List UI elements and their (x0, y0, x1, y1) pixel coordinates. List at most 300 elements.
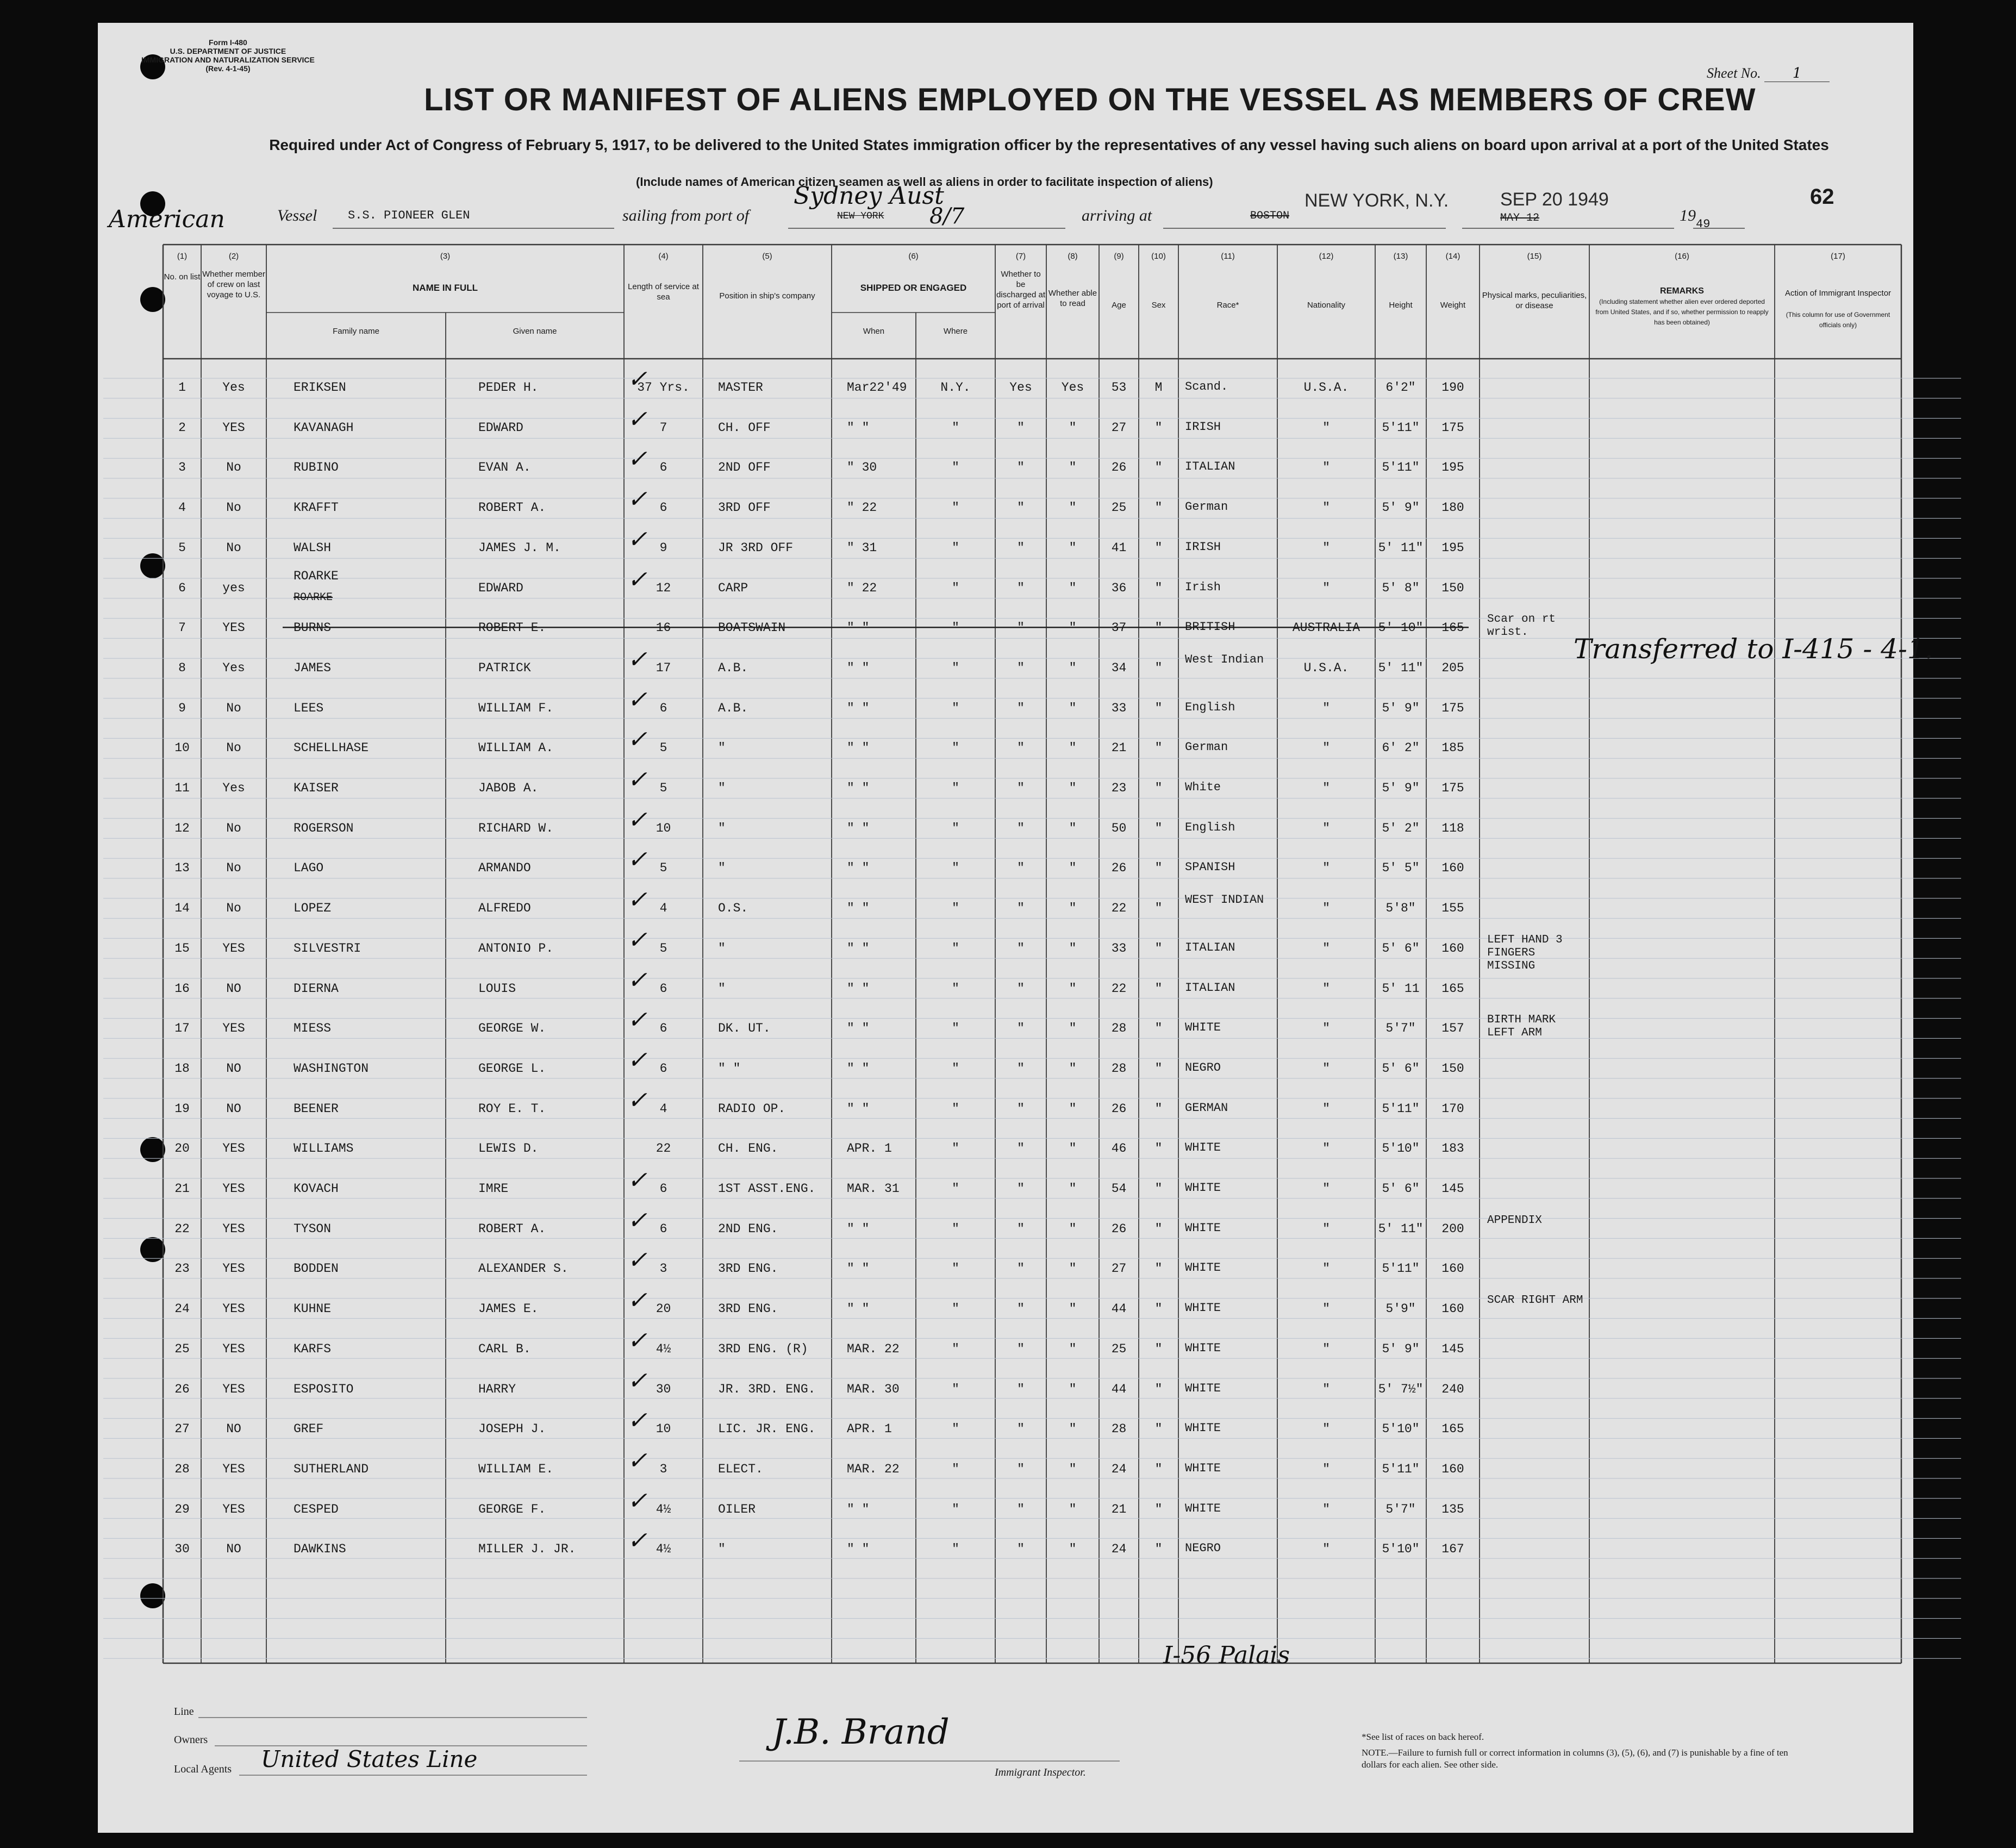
cell-sex: " (1154, 1262, 1163, 1276)
cell-service: 6 (659, 460, 667, 475)
cell-last: No (226, 540, 241, 555)
cell-where: " (952, 1021, 959, 1036)
cell-read: " (1069, 1382, 1077, 1396)
cell-family: ROARKE (294, 569, 339, 583)
header-remarks-sub: (Including statement whether alien ever ordered deported from United States, and if so, whether permission to reapply has been obtained) (1595, 298, 1769, 326)
cell-service: 22 (656, 1141, 671, 1156)
cell-height: 5'11" (1382, 1262, 1420, 1276)
cell-family: KRAFFT (294, 501, 339, 515)
cell-read: " (1069, 1341, 1077, 1356)
cell-nationality: " (1322, 1021, 1330, 1036)
cell-last: YES (222, 1262, 245, 1276)
cell-service: 20 (656, 1302, 671, 1316)
cell-given: JAMES J. M. (478, 540, 561, 555)
cell-given: ROY E. T. (478, 1101, 546, 1116)
cell-given: GEORGE L. (478, 1061, 546, 1076)
cell-position: " (718, 821, 726, 835)
cell-sex: " (1154, 861, 1163, 876)
check-mark: ✓ (627, 1208, 647, 1236)
cell-family: ERIKSEN (294, 380, 346, 395)
cell-family: KUHNE (294, 1302, 332, 1316)
cell-family: SUTHERLAND (294, 1462, 369, 1476)
cell-weight: 160 (1441, 861, 1464, 876)
cell-position: CH. OFF (718, 420, 771, 435)
cell-read: " (1069, 901, 1077, 916)
cell-service: 4½ (656, 1502, 671, 1516)
cell-no: 26 (174, 1382, 190, 1396)
cell-when: " 31 (847, 540, 877, 555)
cell-nationality: " (1322, 540, 1330, 555)
column-number: (14) (1445, 252, 1460, 261)
cell-read: " (1069, 861, 1077, 876)
cell-race: WEST INDIAN (1185, 893, 1264, 907)
cell-race: WHITE (1185, 1181, 1221, 1195)
header-family-name: Family name (333, 327, 379, 336)
cell-no: 24 (174, 1302, 190, 1316)
cell-weight: 160 (1441, 1302, 1464, 1316)
cell-no: 1 (178, 380, 186, 395)
cell-sex: " (1154, 941, 1163, 956)
note-text: —Failure to furnish full or correct information in columns (3), (5), (6), and (7) is punishable by a fine of ten dollars for each alien. See other side. (1362, 1747, 1788, 1770)
cell-when: " " (847, 420, 870, 435)
check-mark: ✓ (627, 1008, 647, 1036)
cell-last: YES (222, 1302, 245, 1316)
cell-service: 37 Yrs. (637, 380, 690, 395)
cell-discharged: " (1017, 1422, 1025, 1437)
page-number: 62 (1810, 185, 1834, 209)
cell-discharged: " (1017, 420, 1025, 435)
cell-nationality: " (1322, 1182, 1330, 1196)
cell-nationality: " (1322, 501, 1330, 515)
cell-family: ESPOSITO (294, 1382, 354, 1396)
cell-weight: 160 (1441, 941, 1464, 956)
form-service: IMMIGRATION AND NATURALIZATION SERVICE (141, 55, 315, 64)
cell-where: " (952, 621, 959, 635)
cell-sex: " (1154, 1061, 1163, 1076)
cell-read: " (1069, 540, 1077, 555)
cell-service: 6 (659, 981, 667, 996)
cell-when: " " (847, 781, 870, 795)
cell-given: JABOB A. (478, 781, 539, 795)
cell-sex: " (1154, 540, 1163, 555)
cell-discharged: " (1017, 741, 1025, 756)
cell-discharged: " (1017, 1341, 1025, 1356)
cell-race: WHITE (1185, 1141, 1221, 1155)
cell-family: SCHELLHASE (294, 741, 369, 756)
cell-age: 44 (1111, 1382, 1127, 1396)
cell-race: ITALIAN (1185, 981, 1235, 995)
cell-marks: SCAR RIGHT ARM (1487, 1294, 1583, 1307)
cell-weight: 150 (1441, 1061, 1464, 1076)
cell-sex: " (1154, 1141, 1163, 1156)
cell-given: MILLER J. JR. (478, 1542, 576, 1557)
form-number: Form I-480 (209, 38, 247, 47)
cell-read: " (1069, 1021, 1077, 1036)
column-number: (5) (762, 252, 772, 261)
cell-given: ANTONIO P. (478, 941, 554, 956)
cell-family: WASHINGTON (294, 1061, 369, 1076)
cell-family: LOPEZ (294, 901, 332, 916)
cell-read: " (1069, 1542, 1077, 1557)
column-number: (15) (1527, 252, 1542, 261)
inspector-label: Immigrant Inspector. (995, 1766, 1086, 1778)
cell-age: 23 (1111, 781, 1127, 795)
cell-sex: " (1154, 821, 1163, 835)
column-number: (6) (908, 252, 919, 261)
cell-weight: 175 (1441, 701, 1464, 715)
cell-given: ROBERT E. (478, 621, 546, 635)
cell-race: ITALIAN (1185, 940, 1235, 954)
cell-last: YES (222, 941, 245, 956)
cell-given: ROBERT A. (478, 1221, 546, 1236)
cell-where: " (952, 660, 959, 675)
cell-service: 4½ (656, 1542, 671, 1557)
check-mark: ✓ (627, 768, 647, 795)
cell-nationality: " (1322, 1382, 1330, 1396)
cell-sex: " (1154, 1182, 1163, 1196)
cell-where: " (952, 741, 959, 756)
cell-where: " (952, 1382, 959, 1396)
cell-position: 1ST ASST.ENG. (718, 1182, 816, 1196)
cell-position: BOATSWAIN (718, 621, 786, 635)
cell-height: 5'7" (1385, 1502, 1416, 1516)
cell-when: " " (847, 1061, 870, 1076)
cell-given: ALEXANDER S. (478, 1262, 569, 1276)
check-mark: ✓ (627, 1529, 647, 1557)
cell-no: 17 (174, 1021, 190, 1036)
cell-where: " (952, 701, 959, 715)
cell-family: LAGO (294, 861, 324, 876)
header-physical-marks: Physical marks, peculiarities, or disease (1482, 291, 1587, 310)
cell-where: " (952, 1502, 959, 1516)
vessel-label: Vessel (277, 207, 317, 224)
cell-race: NEGRO (1185, 1541, 1221, 1556)
cell-no: 19 (174, 1101, 190, 1116)
cell-read: " (1069, 1221, 1077, 1236)
vessel-name: S.S. PIONEER GLEN (348, 209, 470, 222)
cell-read: " (1069, 741, 1077, 756)
cell-race: ITALIAN (1185, 460, 1235, 474)
cell-weight: 145 (1441, 1182, 1464, 1196)
cell-nationality: " (1322, 1221, 1330, 1236)
cell-when: " " (847, 941, 870, 956)
cell-position: LIC. JR. ENG. (718, 1422, 816, 1437)
cell-given: EDWARD (478, 580, 523, 595)
cell-service: 6 (659, 1061, 667, 1076)
column-number: (16) (1675, 252, 1689, 261)
cell-family: KARFS (294, 1341, 332, 1356)
cell-sex: " (1154, 580, 1163, 595)
cell-last: Yes (222, 781, 245, 795)
cell-last: Yes (222, 380, 245, 395)
check-mark: ✓ (627, 367, 647, 395)
cell-marks: LEFT HAND 3 FINGERS MISSING (1487, 933, 1563, 972)
cell-sex: " (1154, 1422, 1163, 1437)
cell-discharged: " (1017, 981, 1025, 996)
cell-no: 22 (174, 1221, 190, 1236)
cell-height: 5' 6" (1382, 1061, 1420, 1076)
sheet-number: 1 (1764, 65, 1830, 82)
cell-race: NEGRO (1185, 1060, 1221, 1075)
cell-weight: 160 (1441, 1262, 1464, 1276)
cell-no: 14 (174, 901, 190, 916)
cell-no: 8 (178, 660, 186, 675)
cell-race: West Indian (1185, 652, 1264, 666)
cell-where: " (952, 981, 959, 996)
form-title: LIST OR MANIFEST OF ALIENS EMPLOYED ON THE VESSEL AS MEMBERS OF CREW (424, 82, 1756, 117)
cell-last: No (226, 861, 241, 876)
cell-read: " (1069, 941, 1077, 956)
cell-age: 53 (1111, 380, 1127, 395)
cell-nationality: " (1322, 1341, 1330, 1356)
cell-read: " (1069, 580, 1077, 595)
cell-no: 20 (174, 1141, 190, 1156)
cell-where: " (952, 420, 959, 435)
cell-where: " (952, 1061, 959, 1076)
cell-read: " (1069, 1502, 1077, 1516)
cell-when: Mar22'49 (847, 380, 907, 395)
cell-read: " (1069, 1262, 1077, 1276)
header-when: When (863, 327, 885, 336)
cell-sex: " (1154, 981, 1163, 996)
cell-discharged: " (1017, 941, 1025, 956)
cell-height: 5' 5" (1382, 861, 1420, 876)
cell-height: 5'10" (1382, 1542, 1420, 1557)
cell-where: " (952, 821, 959, 835)
cell-race: SPANISH (1185, 860, 1235, 875)
cell-no: 11 (174, 781, 190, 795)
cell-marks: APPENDIX (1487, 1214, 1542, 1227)
cell-nationality: U.S.A. (1303, 380, 1349, 395)
cell-last: YES (222, 1182, 245, 1196)
check-mark: ✓ (627, 527, 647, 555)
bottom-signature: I-56 Palais (1163, 1641, 1290, 1669)
cell-read: Yes (1061, 380, 1084, 395)
cell-sex: " (1154, 1101, 1163, 1116)
cell-last: NO (226, 1422, 241, 1437)
cell-height: 5'8" (1385, 901, 1416, 916)
cell-weight: 195 (1441, 460, 1464, 475)
cell-position: 3RD OFF (718, 501, 771, 515)
cell-sex: " (1154, 1021, 1163, 1036)
cell-no: 7 (178, 621, 186, 635)
cell-age: 54 (1111, 1182, 1127, 1196)
cell-where: " (952, 1182, 959, 1196)
cell-age: 26 (1111, 861, 1127, 876)
cell-sex: " (1154, 1341, 1163, 1356)
cell-family: ROGERSON (294, 821, 354, 835)
cell-no: 6 (178, 580, 186, 595)
footer-line-label: Line (174, 1706, 194, 1718)
cell-weight: 175 (1441, 420, 1464, 435)
check-mark: ✓ (627, 688, 647, 715)
include-note: (Include names of American citizen seamen as well as aliens in order to facilitate inspection of aliens) (636, 175, 1213, 189)
cell-age: 33 (1111, 941, 1127, 956)
cell-family: KOVACH (294, 1182, 339, 1196)
check-mark: ✓ (627, 728, 647, 756)
cell-height: 5' 9" (1382, 701, 1420, 715)
header-action-inspector: Action of Immigrant Inspector (1784, 289, 1892, 298)
arriving-label: arriving at (1082, 207, 1152, 224)
header-last-voyage: Whether member of crew on last voyage to U.S. (202, 270, 265, 299)
column-number: (7) (1015, 252, 1026, 261)
cell-nationality: " (1322, 1462, 1330, 1476)
cell-last: NO (226, 1542, 241, 1557)
cell-last: YES (222, 1021, 245, 1036)
cell-height: 5' 8" (1382, 580, 1420, 595)
cell-when: " " (847, 701, 870, 715)
cell-where: N.Y. (940, 380, 971, 395)
cell-weight: 180 (1441, 501, 1464, 515)
cell-discharged: Yes (1009, 380, 1032, 395)
cell-sex: M (1154, 380, 1163, 395)
cell-race: WHITE (1185, 1501, 1221, 1515)
cell-when: " " (847, 821, 870, 835)
cell-race: WHITE (1185, 1221, 1221, 1235)
cell-race: IRISH (1185, 540, 1221, 554)
cell-age: 22 (1111, 981, 1127, 996)
check-mark: ✓ (627, 1489, 647, 1516)
cell-age: 41 (1111, 540, 1127, 555)
cell-weight: 157 (1441, 1021, 1464, 1036)
cell-service: 9 (659, 540, 667, 555)
cell-age: 46 (1111, 1141, 1127, 1156)
cell-nationality: " (1322, 701, 1330, 715)
cell-weight: 175 (1441, 781, 1464, 795)
cell-nationality: " (1322, 821, 1330, 835)
cell-given: ALFREDO (478, 901, 531, 916)
cell-given: PEDER H. (478, 380, 539, 395)
cell-marks: Scar on rt wrist. (1487, 613, 1556, 639)
header-given-name: Given name (513, 327, 557, 336)
cell-race: German (1185, 740, 1228, 754)
cell-weight: 150 (1441, 580, 1464, 595)
cell-read: " (1069, 1462, 1077, 1476)
column-number: (1) (177, 252, 188, 261)
cell-age: 28 (1111, 1422, 1127, 1437)
sailing-date: 8/7 (929, 204, 965, 229)
cell-height: 6' 2" (1382, 741, 1420, 756)
header-name-in-full: NAME IN FULL (413, 283, 478, 293)
cell-height: 5' 7½" (1378, 1382, 1424, 1396)
cell-where: " (952, 501, 959, 515)
inspector-signature: J.B. Brand (772, 1712, 950, 1752)
cell-discharged: " (1017, 501, 1025, 515)
cell-read: " (1069, 460, 1077, 475)
header-sex: Sex (1151, 301, 1166, 310)
cell-height: 5' 10" (1378, 621, 1424, 635)
column-number: (4) (658, 252, 669, 261)
check-mark: ✓ (627, 928, 647, 956)
cell-nationality: " (1322, 1061, 1330, 1076)
cell-age: 26 (1111, 1101, 1127, 1116)
cell-sex: " (1154, 781, 1163, 795)
cell-no: 28 (174, 1462, 190, 1476)
cell-no: 9 (178, 701, 186, 715)
cell-family: WILLIAMS (294, 1141, 354, 1156)
cell-when: " " (847, 1221, 870, 1236)
cell-family: RUBINO (294, 460, 339, 475)
footer-agents-value: United States Line (261, 1746, 478, 1772)
cell-last: No (226, 741, 241, 756)
arriving-port: NEW YORK, N.Y. (1305, 190, 1449, 211)
cell-nationality: " (1322, 1302, 1330, 1316)
cell-where: " (952, 1262, 959, 1276)
cell-service: 3 (659, 1262, 667, 1276)
cell-read: " (1069, 781, 1077, 795)
cell-given: LOUIS (478, 981, 516, 996)
cell-given: ARMANDO (478, 861, 531, 876)
cell-service: 10 (656, 821, 671, 835)
column-number: (10) (1151, 252, 1166, 261)
cell-discharged: " (1017, 1382, 1025, 1396)
cell-last: YES (222, 1462, 245, 1476)
cell-read: " (1069, 1302, 1077, 1316)
cell-when: " " (847, 1542, 870, 1557)
cell-when: " " (847, 1021, 870, 1036)
cell-where: " (952, 1341, 959, 1356)
cell-sex: " (1154, 621, 1163, 635)
form-agency: U.S. DEPARTMENT OF JUSTICE (170, 47, 286, 55)
cell-when: " " (847, 1302, 870, 1316)
cell-age: 37 (1111, 621, 1127, 635)
struck-family-name: ROARKE (294, 591, 333, 604)
cell-no: 10 (174, 741, 190, 756)
cell-weight: 118 (1441, 821, 1464, 835)
cell-nationality: " (1322, 1262, 1330, 1276)
cell-given: LEWIS D. (478, 1141, 539, 1156)
cell-family: KAVANAGH (294, 420, 354, 435)
row7-remark: Transferred to I-415 - 4-1. (1574, 633, 1933, 665)
cell-nationality: " (1322, 1101, 1330, 1116)
cell-age: 27 (1111, 1262, 1127, 1276)
cell-age: 25 (1111, 501, 1127, 515)
check-mark: ✓ (627, 1369, 647, 1396)
cell-when: " " (847, 861, 870, 876)
cell-discharged: " (1017, 901, 1025, 916)
cell-discharged: " (1017, 460, 1025, 475)
cell-where: " (952, 901, 959, 916)
cell-race: Irish (1185, 580, 1221, 594)
check-mark: ✓ (627, 1328, 647, 1356)
cell-no: 4 (178, 501, 186, 515)
cell-given: HARRY (478, 1382, 516, 1396)
check-mark: ✓ (627, 968, 647, 996)
cell-last: YES (222, 1221, 245, 1236)
cell-given: JAMES E. (478, 1302, 539, 1316)
cell-when: " 22 (847, 580, 877, 595)
cell-family: BURNS (294, 621, 332, 635)
cell-height: 5' 2" (1382, 821, 1420, 835)
cell-nationality: " (1322, 420, 1330, 435)
header-able-to-read: Whether able to read (1048, 289, 1097, 308)
cell-nationality: " (1322, 580, 1330, 595)
cell-discharged: " (1017, 701, 1025, 715)
cell-height: 5' 9" (1382, 781, 1420, 795)
cell-position: RADIO OP. (718, 1101, 786, 1116)
cell-given: JOSEPH J. (478, 1422, 546, 1437)
cell-given: IMRE (478, 1182, 509, 1196)
cell-weight: 205 (1441, 660, 1464, 675)
header-length-service: Length of service at sea (628, 282, 699, 302)
cell-height: 5' 6" (1382, 941, 1420, 956)
cell-sex: " (1154, 901, 1163, 916)
cell-read: " (1069, 660, 1077, 675)
cell-position: O.S. (718, 901, 748, 916)
cell-race: WHITE (1185, 1421, 1221, 1435)
cell-height: 6'2" (1385, 380, 1416, 395)
cell-age: 25 (1111, 1341, 1127, 1356)
